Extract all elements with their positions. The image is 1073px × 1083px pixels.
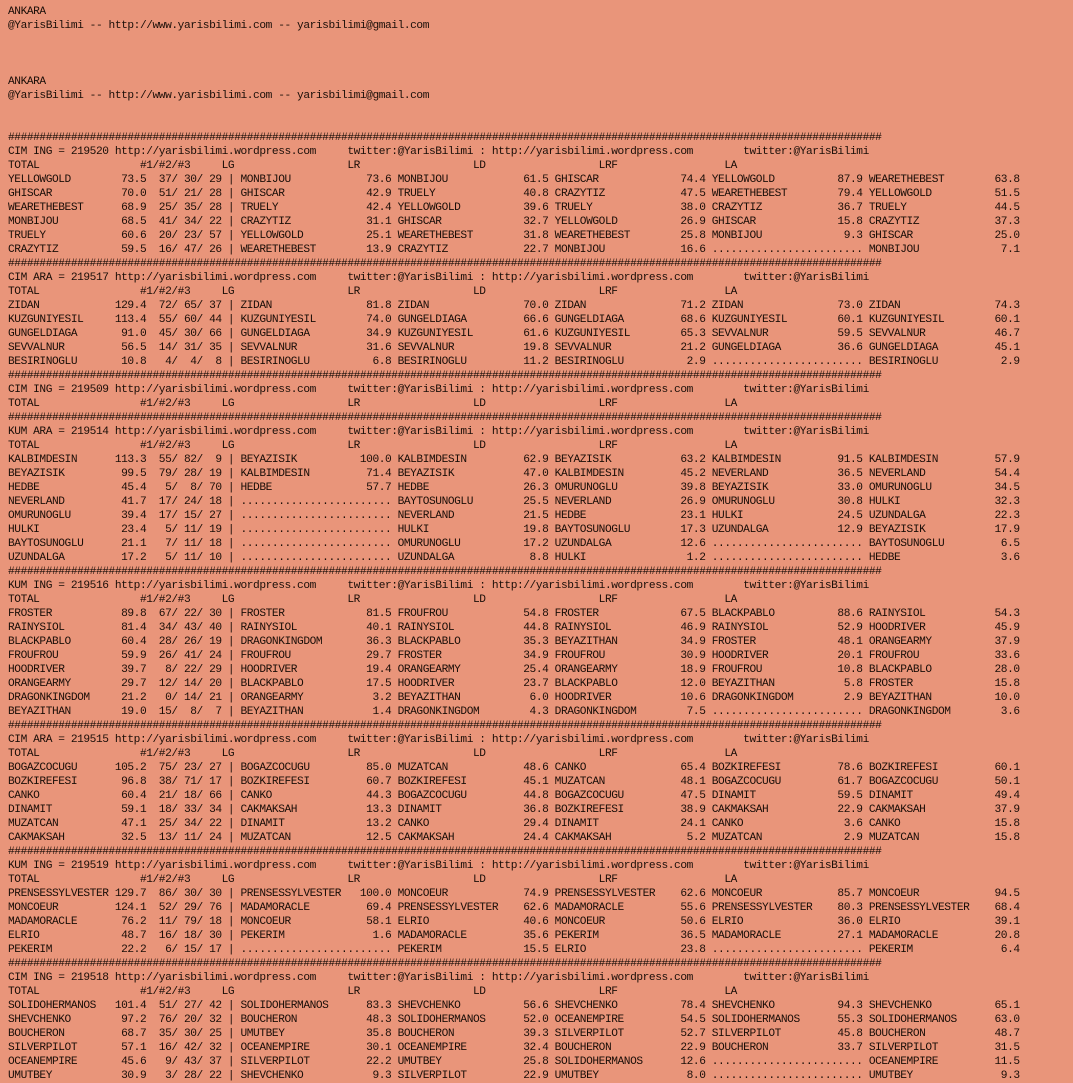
text-line: ELRIO 48.7 16/ 18/ 30 | PEKERIM 1.6 MADAMORACLE 35.6 PEKERIM 36.5 MADAMORACLE 27.1 MADAMORACLE 20.8 (8, 930, 1020, 942)
text-line: FROUFROU 59.9 26/ 41/ 24 | FROUFROU 29.7 FROSTER 34.9 FROUFROU 30.9 HOODRIVER 20.1 FROUFROU 33.6 (8, 650, 1020, 662)
text-line: CIM ING = 219509 http://yarisbilimi.wordpress.com twitter:@YarisBilimi : http://yarisbilimi.wordpress.com twitter:@YarisBilimi (8, 384, 869, 396)
text-line: SOLIDOHERMANOS 101.4 51/ 27/ 42 | SOLIDOHERMANOS 83.3 SHEVCHENKO 56.6 SHEVCHENKO 78.4 SHEVCHENKO 94.3 SHEVCHENKO 65.1 (8, 1000, 1020, 1012)
text-line: BOUCHERON 68.7 35/ 30/ 25 | UMUTBEY 35.8 BOUCHERON 39.3 SILVERPILOT 52.7 SILVERPILOT 45.8 BOUCHERON 48.7 (8, 1028, 1020, 1040)
text-line: DRAGONKINGDOM 21.2 0/ 14/ 21 | ORANGEARMY 3.2 BEYAZITHAN 6.0 HOODRIVER 10.6 DRAGONKINGDOM 2.9 BEYAZITHAN 10.0 (8, 692, 1020, 704)
text-line: CANKO 60.4 21/ 18/ 66 | CANKO 44.3 BOGAZCOCUGU 44.8 BOGAZCOCUGU 47.5 DINAMIT 59.5 DINAMIT 49.4 (8, 790, 1020, 802)
text-line: PEKERIM 22.2 6/ 15/ 17 | ........................ PEKERIM 15.5 ELRIO 23.8 ........................ PEKERIM 6.4 (8, 944, 1020, 956)
text-line: KALBIMDESIN 113.3 55/ 82/ 9 | BEYAZISIK 100.0 KALBIMDESIN 62.9 BEYAZISIK 63.2 KALBIMDESIN 91.5 KALBIMDESIN 57.9 (8, 454, 1020, 466)
text-line: DINAMIT 59.1 18/ 33/ 34 | CAKMAKSAH 13.3 DINAMIT 36.8 BOZKIREFESI 38.9 CAKMAKSAH 22.9 CAKMAKSAH 37.9 (8, 804, 1020, 816)
text-line: ########################################################################################################################################### (8, 846, 882, 858)
text-line: KUM ING = 219519 http://yarisbilimi.wordpress.com twitter:@YarisBilimi : http://yarisbilimi.wordpress.com twitter:@YarisBilimi (8, 860, 869, 872)
text-line: ANKARA (8, 6, 46, 18)
text-line: CIM ARA = 219515 http://yarisbilimi.wordpress.com twitter:@YarisBilimi : http://yarisbilimi.wordpress.com twitter:@YarisBilimi (8, 734, 869, 746)
text-line: TRUELY 60.6 20/ 23/ 57 | YELLOWGOLD 25.1 WEARETHEBEST 31.8 WEARETHEBEST 25.8 MONBIJOU 9.3 GHISCAR 25.0 (8, 230, 1020, 242)
text-line: TOTAL #1/#2/#3 LG LR LD LRF LA (8, 986, 737, 998)
text-line: YELLOWGOLD 73.5 37/ 30/ 29 | MONBIJOU 73.6 MONBIJOU 61.5 GHISCAR 74.4 YELLOWGOLD 87.9 WEARETHEBEST 63.8 (8, 174, 1020, 186)
text-line: ORANGEARMY 29.7 12/ 14/ 20 | BLACKPABLO 17.5 HOODRIVER 23.7 BLACKPABLO 12.0 BEYAZITHAN 5.8 FROSTER 15.8 (8, 678, 1020, 690)
text-line: BOZKIREFESI 96.8 38/ 71/ 17 | BOZKIREFESI 60.7 BOZKIREFESI 45.1 MUZATCAN 48.1 BOGAZCOCUGU 61.7 BOGAZCOCUGU 50.1 (8, 776, 1020, 788)
text-line: ########################################################################################################################################### (8, 958, 882, 970)
text-line: GUNGELDIAGA 91.0 45/ 30/ 66 | GUNGELDIAGA 34.9 KUZGUNIYESIL 61.6 KUZGUNIYESIL 65.3 SEVVALNUR 59.5 SEVVALNUR 46.7 (8, 328, 1020, 340)
text-line: CAKMAKSAH 32.5 13/ 11/ 24 | MUZATCAN 12.5 CAKMAKSAH 24.4 CAKMAKSAH 5.2 MUZATCAN 2.9 MUZATCAN 15.8 (8, 832, 1020, 844)
text-line: BEYAZISIK 99.5 79/ 28/ 19 | KALBIMDESIN 71.4 BEYAZISIK 47.0 KALBIMDESIN 45.2 NEVERLAND 36.5 NEVERLAND 54.4 (8, 468, 1020, 480)
text-line: TOTAL #1/#2/#3 LG LR LD LRF LA (8, 286, 737, 298)
text-line: ########################################################################################################################################### (8, 132, 882, 144)
text-line: CIM ARA = 219517 http://yarisbilimi.wordpress.com twitter:@YarisBilimi : http://yarisbilimi.wordpress.com twitter:@YarisBilimi (8, 272, 869, 284)
text-line: UZUNDALGA 17.2 5/ 11/ 10 | ........................ UZUNDALGA 8.8 HULKI 1.2 ........................ HEDBE 3.6 (8, 552, 1020, 564)
text-line (8, 47, 1020, 61)
text-line: TOTAL #1/#2/#3 LG LR LD LRF LA (8, 748, 737, 760)
text-line: TOTAL #1/#2/#3 LG LR LD LRF LA (8, 398, 737, 410)
text-line: @YarisBilimi -- http://www.yarisbilimi.com -- yarisbilimi@gmail.com (8, 20, 430, 32)
text-line: ########################################################################################################################################### (8, 370, 882, 382)
text-line: NEVERLAND 41.7 17/ 24/ 18 | ........................ BAYTOSUNOGLU 25.5 NEVERLAND 26.9 OMURUNOGLU 30.8 HULKI 32.3 (8, 496, 1020, 508)
text-line: KUM ARA = 219514 http://yarisbilimi.wordpress.com twitter:@YarisBilimi : http://yarisbilimi.wordpress.com twitter:@YarisBilimi (8, 426, 869, 438)
text-line: OCEANEMPIRE 45.6 9/ 43/ 37 | SILVERPILOT 22.2 UMUTBEY 25.8 SOLIDOHERMANOS 12.6 ........................ OCEANEMPIRE 11.5 (8, 1056, 1020, 1068)
text-line: CIM ING = 219518 http://yarisbilimi.wordpress.com twitter:@YarisBilimi : http://yarisbilimi.wordpress.com twitter:@YarisBilimi (8, 972, 869, 984)
text-line: SEVVALNUR 56.5 14/ 31/ 35 | SEVVALNUR 31.6 SEVVALNUR 19.8 SEVVALNUR 21.2 GUNGELDIAGA 36.6 GUNGELDIAGA 45.1 (8, 342, 1020, 354)
text-line: RAINYSIOL 81.4 34/ 43/ 40 | RAINYSIOL 40.1 RAINYSIOL 44.8 RAINYSIOL 46.9 RAINYSIOL 52.9 HOODRIVER 45.9 (8, 622, 1020, 634)
text-line: TOTAL #1/#2/#3 LG LR LD LRF LA (8, 874, 737, 886)
text-line: CIM ING = 219520 http://yarisbilimi.wordpress.com twitter:@YarisBilimi : http://yarisbilimi.wordpress.com twitter:@YarisBilimi (8, 146, 869, 158)
text-line: SHEVCHENKO 97.2 76/ 20/ 32 | BOUCHERON 48.3 SOLIDOHERMANOS 52.0 OCEANEMPIRE 54.5 SOLIDOHERMANOS 55.3 SOLIDOHERMANOS 63.0 (8, 1014, 1020, 1026)
text-line: HULKI 23.4 5/ 11/ 19 | ........................ HULKI 19.8 BAYTOSUNOGLU 17.3 UZUNDALGA 12.9 BEYAZISIK 17.9 (8, 524, 1020, 536)
text-line (8, 117, 1020, 131)
text-line: TOTAL #1/#2/#3 LG LR LD LRF LA (8, 160, 737, 172)
text-line: SILVERPILOT 57.1 16/ 42/ 32 | OCEANEMPIRE 30.1 OCEANEMPIRE 32.4 BOUCHERON 22.9 BOUCHERON 33.7 SILVERPILOT 31.5 (8, 1042, 1020, 1054)
text-line: KUZGUNIYESIL 113.4 55/ 60/ 44 | KUZGUNIYESIL 74.0 GUNGELDIAGA 66.6 GUNGELDIAGA 68.6 KUZGUNIYESIL 60.1 KUZGUNIYESIL 60.1 (8, 314, 1020, 326)
text-line: GHISCAR 70.0 51/ 21/ 28 | GHISCAR 42.9 TRUELY 40.8 CRAZYTIZ 47.5 WEARETHEBEST 79.4 YELLOWGOLD 51.5 (8, 188, 1020, 200)
text-line: HEDBE 45.4 5/ 8/ 70 | HEDBE 57.7 HEDBE 26.3 OMURUNOGLU 39.8 BEYAZISIK 33.0 OMURUNOGLU 34.5 (8, 482, 1020, 494)
text-line (8, 33, 1020, 47)
text-line (8, 61, 1020, 75)
text-line (8, 103, 1020, 117)
text-line: ########################################################################################################################################### (8, 566, 882, 578)
text-line: MONBIJOU 68.5 41/ 34/ 22 | CRAZYTIZ 31.1 GHISCAR 32.7 YELLOWGOLD 26.9 GHISCAR 15.8 CRAZYTIZ 37.3 (8, 216, 1020, 228)
text-line: BESIRINOGLU 10.8 4/ 4/ 8 | BESIRINOGLU 6.8 BESIRINOGLU 11.2 BESIRINOGLU 2.9 ........................ BESIRINOGLU 2.9 (8, 356, 1020, 368)
text-line: BAYTOSUNOGLU 21.1 7/ 11/ 18 | ........................ OMURUNOGLU 17.2 UZUNDALGA 12.6 ........................ BAYTOSUNOGLU 6.5 (8, 538, 1020, 550)
text-line: FROSTER 89.8 67/ 22/ 30 | FROSTER 81.5 FROUFROU 54.8 FROSTER 67.5 BLACKPABLO 88.6 RAINYSIOL 54.3 (8, 608, 1020, 620)
text-line: OMURUNOGLU 39.4 17/ 15/ 27 | ........................ NEVERLAND 21.5 HEDBE 23.1 HULKI 24.5 UZUNDALGA 22.3 (8, 510, 1020, 522)
text-line: KUM ING = 219516 http://yarisbilimi.wordpress.com twitter:@YarisBilimi : http://yarisbilimi.wordpress.com twitter:@YarisBilimi (8, 580, 869, 592)
text-line: MADAMORACLE 76.2 11/ 79/ 18 | MONCOEUR 58.1 ELRIO 40.6 MONCOEUR 50.6 ELRIO 36.0 ELRIO 39.1 (8, 916, 1020, 928)
text-line: ZIDAN 129.4 72/ 65/ 37 | ZIDAN 81.8 ZIDAN 70.0 ZIDAN 71.2 ZIDAN 73.0 ZIDAN 74.3 (8, 300, 1020, 312)
text-line: WEARETHEBEST 68.9 25/ 35/ 28 | TRUELY 42.4 YELLOWGOLD 39.6 TRUELY 38.0 CRAZYTIZ 36.7 TRUELY 44.5 (8, 202, 1020, 214)
race-statistics-text (8, 5, 1020, 1083)
text-line: ########################################################################################################################################### (8, 412, 882, 424)
text-line: BLACKPABLO 60.4 28/ 26/ 19 | DRAGONKINGDOM 36.3 BLACKPABLO 35.3 BEYAZITHAN 34.9 FROSTER 48.1 ORANGEARMY 37.9 (8, 636, 1020, 648)
text-line: MUZATCAN 47.1 25/ 34/ 22 | DINAMIT 13.2 CANKO 29.4 DINAMIT 24.1 CANKO 3.6 CANKO 15.8 (8, 818, 1020, 830)
text-line: ########################################################################################################################################### (8, 720, 882, 732)
text-line: PRENSESSYLVESTER 129.7 86/ 30/ 30 | PRENSESSYLVESTER 100.0 MONCOEUR 74.9 PRENSESSYLVESTER 62.6 MONCOEUR 85.7 MONCOEUR 94.5 (8, 888, 1020, 900)
text-line: TOTAL #1/#2/#3 LG LR LD LRF LA (8, 594, 737, 606)
text-line: BOGAZCOCUGU 105.2 75/ 23/ 27 | BOGAZCOCUGU 85.0 MUZATCAN 48.6 CANKO 65.4 BOZKIREFESI 78.6 BOZKIREFESI 60.1 (8, 762, 1020, 774)
text-line: BEYAZITHAN 19.0 15/ 8/ 7 | BEYAZITHAN 1.4 DRAGONKINGDOM 4.3 DRAGONKINGDOM 7.5 ........................ DRAGONKINGDOM 3.6 (8, 706, 1020, 718)
text-line: ########################################################################################################################################### (8, 258, 882, 270)
text-line: @YarisBilimi -- http://www.yarisbilimi.com -- yarisbilimi@gmail.com (8, 90, 430, 102)
text-line: HOODRIVER 39.7 8/ 22/ 29 | HOODRIVER 19.4 ORANGEARMY 25.4 ORANGEARMY 18.9 FROUFROU 10.8 BLACKPABLO 28.0 (8, 664, 1020, 676)
text-line: UMUTBEY 30.9 3/ 28/ 22 | SHEVCHENKO 9.3 SILVERPILOT 22.9 UMUTBEY 8.0 ........................ UMUTBEY 9.3 (8, 1070, 1020, 1082)
text-line: CRAZYTIZ 59.5 16/ 47/ 26 | WEARETHEBEST 13.9 CRAZYTIZ 22.7 MONBIJOU 16.6 ........................ MONBIJOU 7.1 (8, 244, 1020, 256)
text-line: MONCOEUR 124.1 52/ 29/ 76 | MADAMORACLE 69.4 PRENSESSYLVESTER 62.6 MADAMORACLE 55.6 PRENSESSYLVESTER 80.3 PRENSESSYLVESTER 68.4 (8, 902, 1020, 914)
text-line: TOTAL #1/#2/#3 LG LR LD LRF LA (8, 440, 737, 452)
text-line: ANKARA (8, 76, 46, 88)
